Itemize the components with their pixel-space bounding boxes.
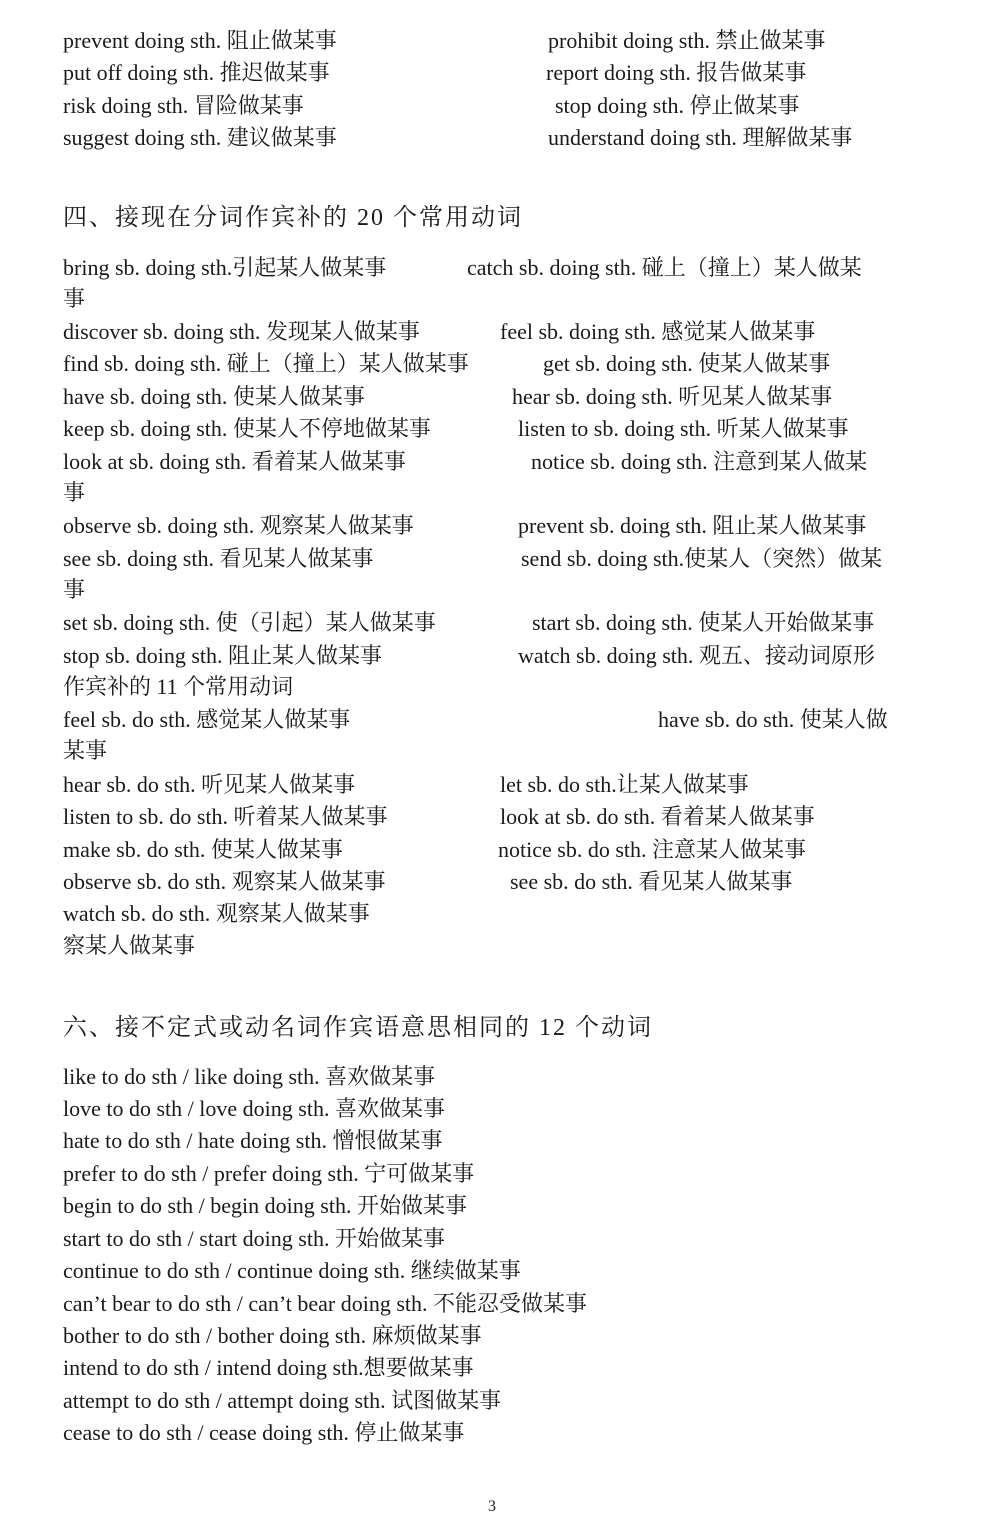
verb-entry: start to do sth / start doing sth. 开始做某事 — [63, 1226, 445, 1251]
verb-entry: report doing sth. 报告做某事 — [546, 60, 807, 85]
verb-entry: observe sb. do sth. 观察某人做某事 — [63, 869, 386, 894]
verb-entry: begin to do sth / begin doing sth. 开始做某事 — [63, 1193, 467, 1218]
verb-entry: hear sb. do sth. 听见某人做某事 — [63, 772, 356, 797]
verb-entry: listen to sb. do sth. 听着某人做某事 — [63, 804, 388, 829]
verb-entry: understand doing sth. 理解做某事 — [548, 125, 853, 150]
verb-entry-wrap: 察某人做某事 — [63, 933, 196, 958]
verb-entry: watch sb. do sth. 观察某人做某事 — [63, 901, 370, 926]
verb-entry: see sb. do sth. 看见某人做某事 — [510, 869, 793, 894]
verb-entry: hate to do sth / hate doing sth. 憎恨做某事 — [63, 1128, 443, 1153]
verb-entry-wrap: 事 — [63, 577, 86, 602]
verb-entry: catch sb. doing sth. 碰上（撞上）某人做某 — [467, 255, 862, 280]
verb-entry: can’t bear to do sth / can’t bear doing sth. 不能忍受做某事 — [63, 1291, 588, 1316]
verb-entry: make sb. do sth. 使某人做某事 — [63, 837, 343, 862]
verb-entry: continue to do sth / continue doing sth. 继续做某事 — [63, 1258, 521, 1283]
verb-entry: notice sb. doing sth. 注意到某人做某 — [531, 449, 868, 474]
verb-entry: bring sb. doing sth.引起某人做某事 — [63, 255, 387, 280]
verb-entry: prevent doing sth. 阻止做某事 — [63, 28, 337, 53]
verb-entry: look at sb. do sth. 看着某人做某事 — [500, 804, 815, 829]
verb-entry: bother to do sth / bother doing sth. 麻烦做某事 — [63, 1323, 482, 1348]
verb-entry: prefer to do sth / prefer doing sth. 宁可做某事 — [63, 1161, 475, 1186]
verb-entry-wrap: 作宾补的 11 个常用动词 — [63, 674, 294, 699]
verb-entry: see sb. doing sth. 看见某人做某事 — [63, 546, 374, 571]
verb-entry: let sb. do sth.让某人做某事 — [500, 772, 749, 797]
verb-entry: hear sb. doing sth. 听见某人做某事 — [512, 384, 833, 409]
verb-entry: notice sb. do sth. 注意某人做某事 — [498, 837, 806, 862]
verb-entry: love to do sth / love doing sth. 喜欢做某事 — [63, 1096, 445, 1121]
verb-entry: suggest doing sth. 建议做某事 — [63, 125, 337, 150]
verb-entry: watch sb. doing sth. 观五、接动词原形 — [518, 643, 875, 668]
verb-entry: stop sb. doing sth. 阻止某人做某事 — [63, 643, 383, 668]
verb-entry-wrap: 某事 — [63, 738, 108, 763]
verb-entry: put off doing sth. 推迟做某事 — [63, 60, 330, 85]
verb-entry: start sb. doing sth. 使某人开始做某事 — [532, 610, 875, 635]
section-heading: 六、接不定式或动名词作宾语意思相同的 12 个动词 — [63, 1015, 653, 1041]
section-heading: 四、接现在分词作宾补的 20 个常用动词 — [63, 205, 523, 231]
verb-entry-wrap: 事 — [63, 286, 86, 311]
verb-entry: have sb. doing sth. 使某人做某事 — [63, 384, 365, 409]
verb-entry: have sb. do sth. 使某人做 — [658, 707, 888, 732]
page-number: 3 — [488, 1498, 496, 1515]
verb-entry: observe sb. doing sth. 观察某人做某事 — [63, 513, 414, 538]
verb-entry-wrap: 事 — [63, 480, 86, 505]
verb-entry: look at sb. doing sth. 看着某人做某事 — [63, 449, 406, 474]
verb-entry: feel sb. doing sth. 感觉某人做某事 — [500, 319, 816, 344]
verb-entry: send sb. doing sth.使某人（突然）做某 — [521, 546, 883, 571]
verb-entry: set sb. doing sth. 使（引起）某人做某事 — [63, 610, 436, 635]
verb-entry: prohibit doing sth. 禁止做某事 — [548, 28, 826, 53]
verb-entry: like to do sth / like doing sth. 喜欢做某事 — [63, 1064, 436, 1089]
verb-entry: discover sb. doing sth. 发现某人做某事 — [63, 319, 420, 344]
verb-entry: find sb. doing sth. 碰上（撞上）某人做某事 — [63, 351, 469, 376]
verb-entry: risk doing sth. 冒险做某事 — [63, 93, 304, 118]
verb-entry: keep sb. doing sth. 使某人不停地做某事 — [63, 416, 431, 441]
verb-entry: feel sb. do sth. 感觉某人做某事 — [63, 707, 351, 732]
verb-entry: cease to do sth / cease doing sth. 停止做某事 — [63, 1420, 465, 1445]
verb-entry: listen to sb. doing sth. 听某人做某事 — [518, 416, 849, 441]
verb-entry: get sb. doing sth. 使某人做某事 — [543, 351, 831, 376]
verb-entry: attempt to do sth / attempt doing sth. 试图做某事 — [63, 1388, 502, 1413]
verb-entry: intend to do sth / intend doing sth.想要做某事 — [63, 1355, 474, 1380]
verb-entry: prevent sb. doing sth. 阻止某人做某事 — [518, 513, 867, 538]
verb-entry: stop doing sth. 停止做某事 — [555, 93, 800, 118]
